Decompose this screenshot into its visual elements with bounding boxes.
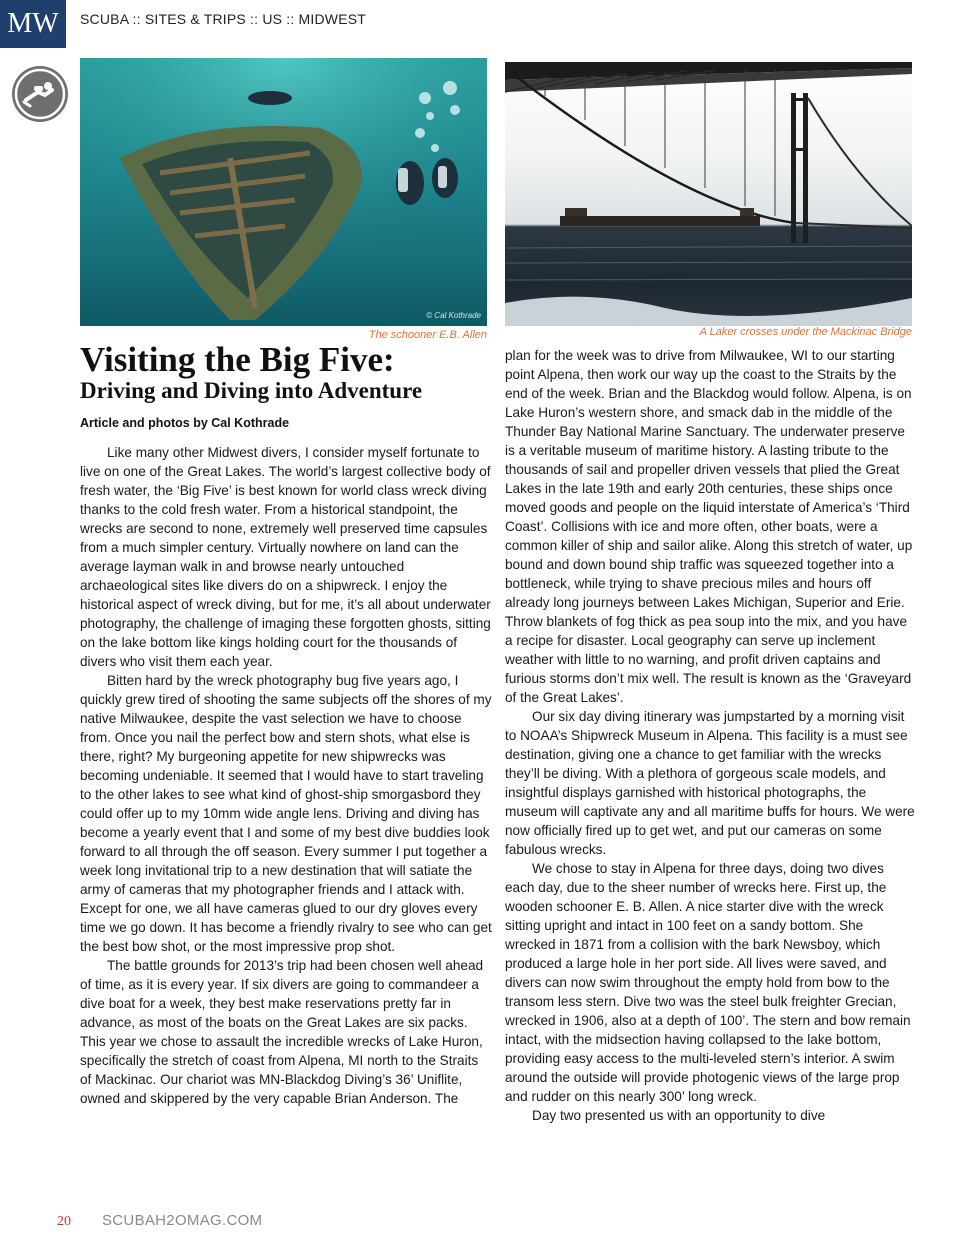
paragraph: We chose to stay in Alpena for three days, doing two dives each day, due to the sheer number of wrecks here. First up, the wooden schooner E. B. Allen. A nice starter dive with the wreck sitting upright and intact in 100 feet on a sandy bottom. She wrecked in 1871 from a collision with the bark Newsboy, which produced a large hole in her port side. All lives were saved, and divers can now swim throughout the empty hold from bow to the transom less stern. Dive two was the steel bulk freighter Grecian, wrecked in 1906, also at a depth of 100’. The stern and bow remain intact, with the midsection having collapsed to the lake bottom, providing easy access to the multi-leveled stern’s interior. A swim around the outside will provide photogenic views of the large prop and rudder on this nearly 300’ long wreck. — [505, 861, 911, 1104]
paragraph: plan for the week was to drive from Milwaukee, WI to our starting point Alpena, then work our way up the coast to the Straits by the end of the week. Brian and the Blackdog would follow. Alpena, is on Lake Huron’s western shore, and smack dab in the middle of the Thunder Bay National Marine Sanctuary. The underwater preserve is a veritable museum of maritime history. A lasting tribute to the thousands of sail and propeller driven vessels that plied the Great Lakes in the late 19th and early 20th centuries, these ships once moved goods and people on the liquid interstate of America’s ‘Third Coast’. Collisions with ice and more often, other boats, were a common killer of ship and sailor alike. Along this stretch of water, up bound and down bound ship traffic was squeezed together into a bottleneck, while trying to shave precious miles and hours off already long journeys between Lakes Michigan, Superior and Erie. Throw blankets of fog thick as pea soup into the mix, and you have a recipe for disaster. Local geography can serve up inclement weather with little to no warning, and profit driven captains and furious storms don’t mix well. The result is known as the ‘Graveyard of the Great Lakes’. — [505, 348, 913, 705]
paragraph: Bitten hard by the wreck photography bug five years ago, I quickly grew tired of shooting the same subjects off the shores of my native Milwaukee, despite the vast selection we have to choose from. Once you nail the perfect bow and stern shots, what else is there, right? My burgeoning appetite for new shipwrecks was becoming undeniable. It seemed that I would have to start traveling to the other lakes to see what kind of ghost-ship smorgasbord they could offer up to my 10mm wide angle lens. Driving and diving has become a yearly event that I and some of my best dive buddies look forward to all through the off season. Every summer I put together a week long invitational trip to a new destination that will satiate the army of cameras that my photographer friends and I attack with. Except for one, we all have cameras glued to our dry gloves every time we go down. It has become a friendly rivalry to see who can get the best bow shot, or the most impressive prop shot. — [80, 673, 492, 954]
section-badge: MW — [0, 0, 66, 48]
photo-credit: © Cal Kothrade — [426, 311, 481, 320]
paragraph: Our six day diving itinerary was jumpstarted by a morning visit to NOAA’s Shipwreck Museum in Alpena. This facility is a must see destination, giving one a chance to get familiar with the wrecks they’ll be diving. With a plethora of gorgeous scale models, and insightful displays garnished with historical photographs, the museum will captivate any and all maritime buffs for hours. We were now officially fired up to get wet, and put our cameras on some fabulous wrecks. — [505, 709, 915, 857]
article-title: Visiting the Big Five: — [80, 340, 395, 379]
article-column-left — [80, 443, 492, 1108]
breadcrumb[interactable]: SCUBA :: SITES & TRIPS :: US :: MIDWEST — [80, 11, 367, 27]
paragraph: Like many other Midwest divers, I consider myself fortunate to live on one of the Great Lakes. The world’s largest collective body of fresh water, the ‘Big Five’ is best known for world class wreck diving thanks to the cold fresh water. From a historical standpoint, the wrecks are second to none, extremely well preserved time capsules from a much simpler century. Virtually nowhere on land can the average layman walk in and browse nearly untouched archaeological sites like divers do on a shipwreck. I enjoy the historical aspect of wreck diving, but for me, it’s all about underwater photography, the challenge of imaging these forgotten ghosts, sitting on the lake bottom like kings holding court for the thousands of divers who visit them each year. — [80, 445, 491, 669]
paragraph: The battle grounds for 2013’s trip had been chosen well ahead of time, as it is every year. If six divers are going to commandeer a dive boat for a week, they best make reservations pretty far in advance, as most of the boats on the Great Lakes are six packs. This year we chose to assault the incredible wrecks of Lake Huron, specifically the stretch of coast from Alpena, MI north to the Straits of Mackinac. Our chariot was MN-Blackdog Diving’s 36’ Uniflite, owned and skippered by the very capable Brian Anderson. The — [80, 958, 484, 1106]
article-byline: Article and photos by Cal Kothrade — [80, 416, 290, 430]
paragraph: Day two presented us with an opportunity to dive — [532, 1108, 826, 1123]
article-subtitle: Driving and Diving into Adventure — [80, 378, 423, 403]
article-column-right — [505, 346, 917, 1125]
photo-caption-left: The schooner E.B. Allen — [368, 329, 487, 341]
photo-caption-right: A Laker crosses under the Mackinac Bridge — [699, 326, 912, 338]
page-number: 20 — [57, 1214, 71, 1229]
shipwreck-photo — [80, 58, 487, 326]
diver-icon — [12, 66, 68, 122]
bridge-photo — [505, 58, 912, 326]
site-link[interactable]: SCUBAH2OMAG.COM — [102, 1212, 263, 1229]
